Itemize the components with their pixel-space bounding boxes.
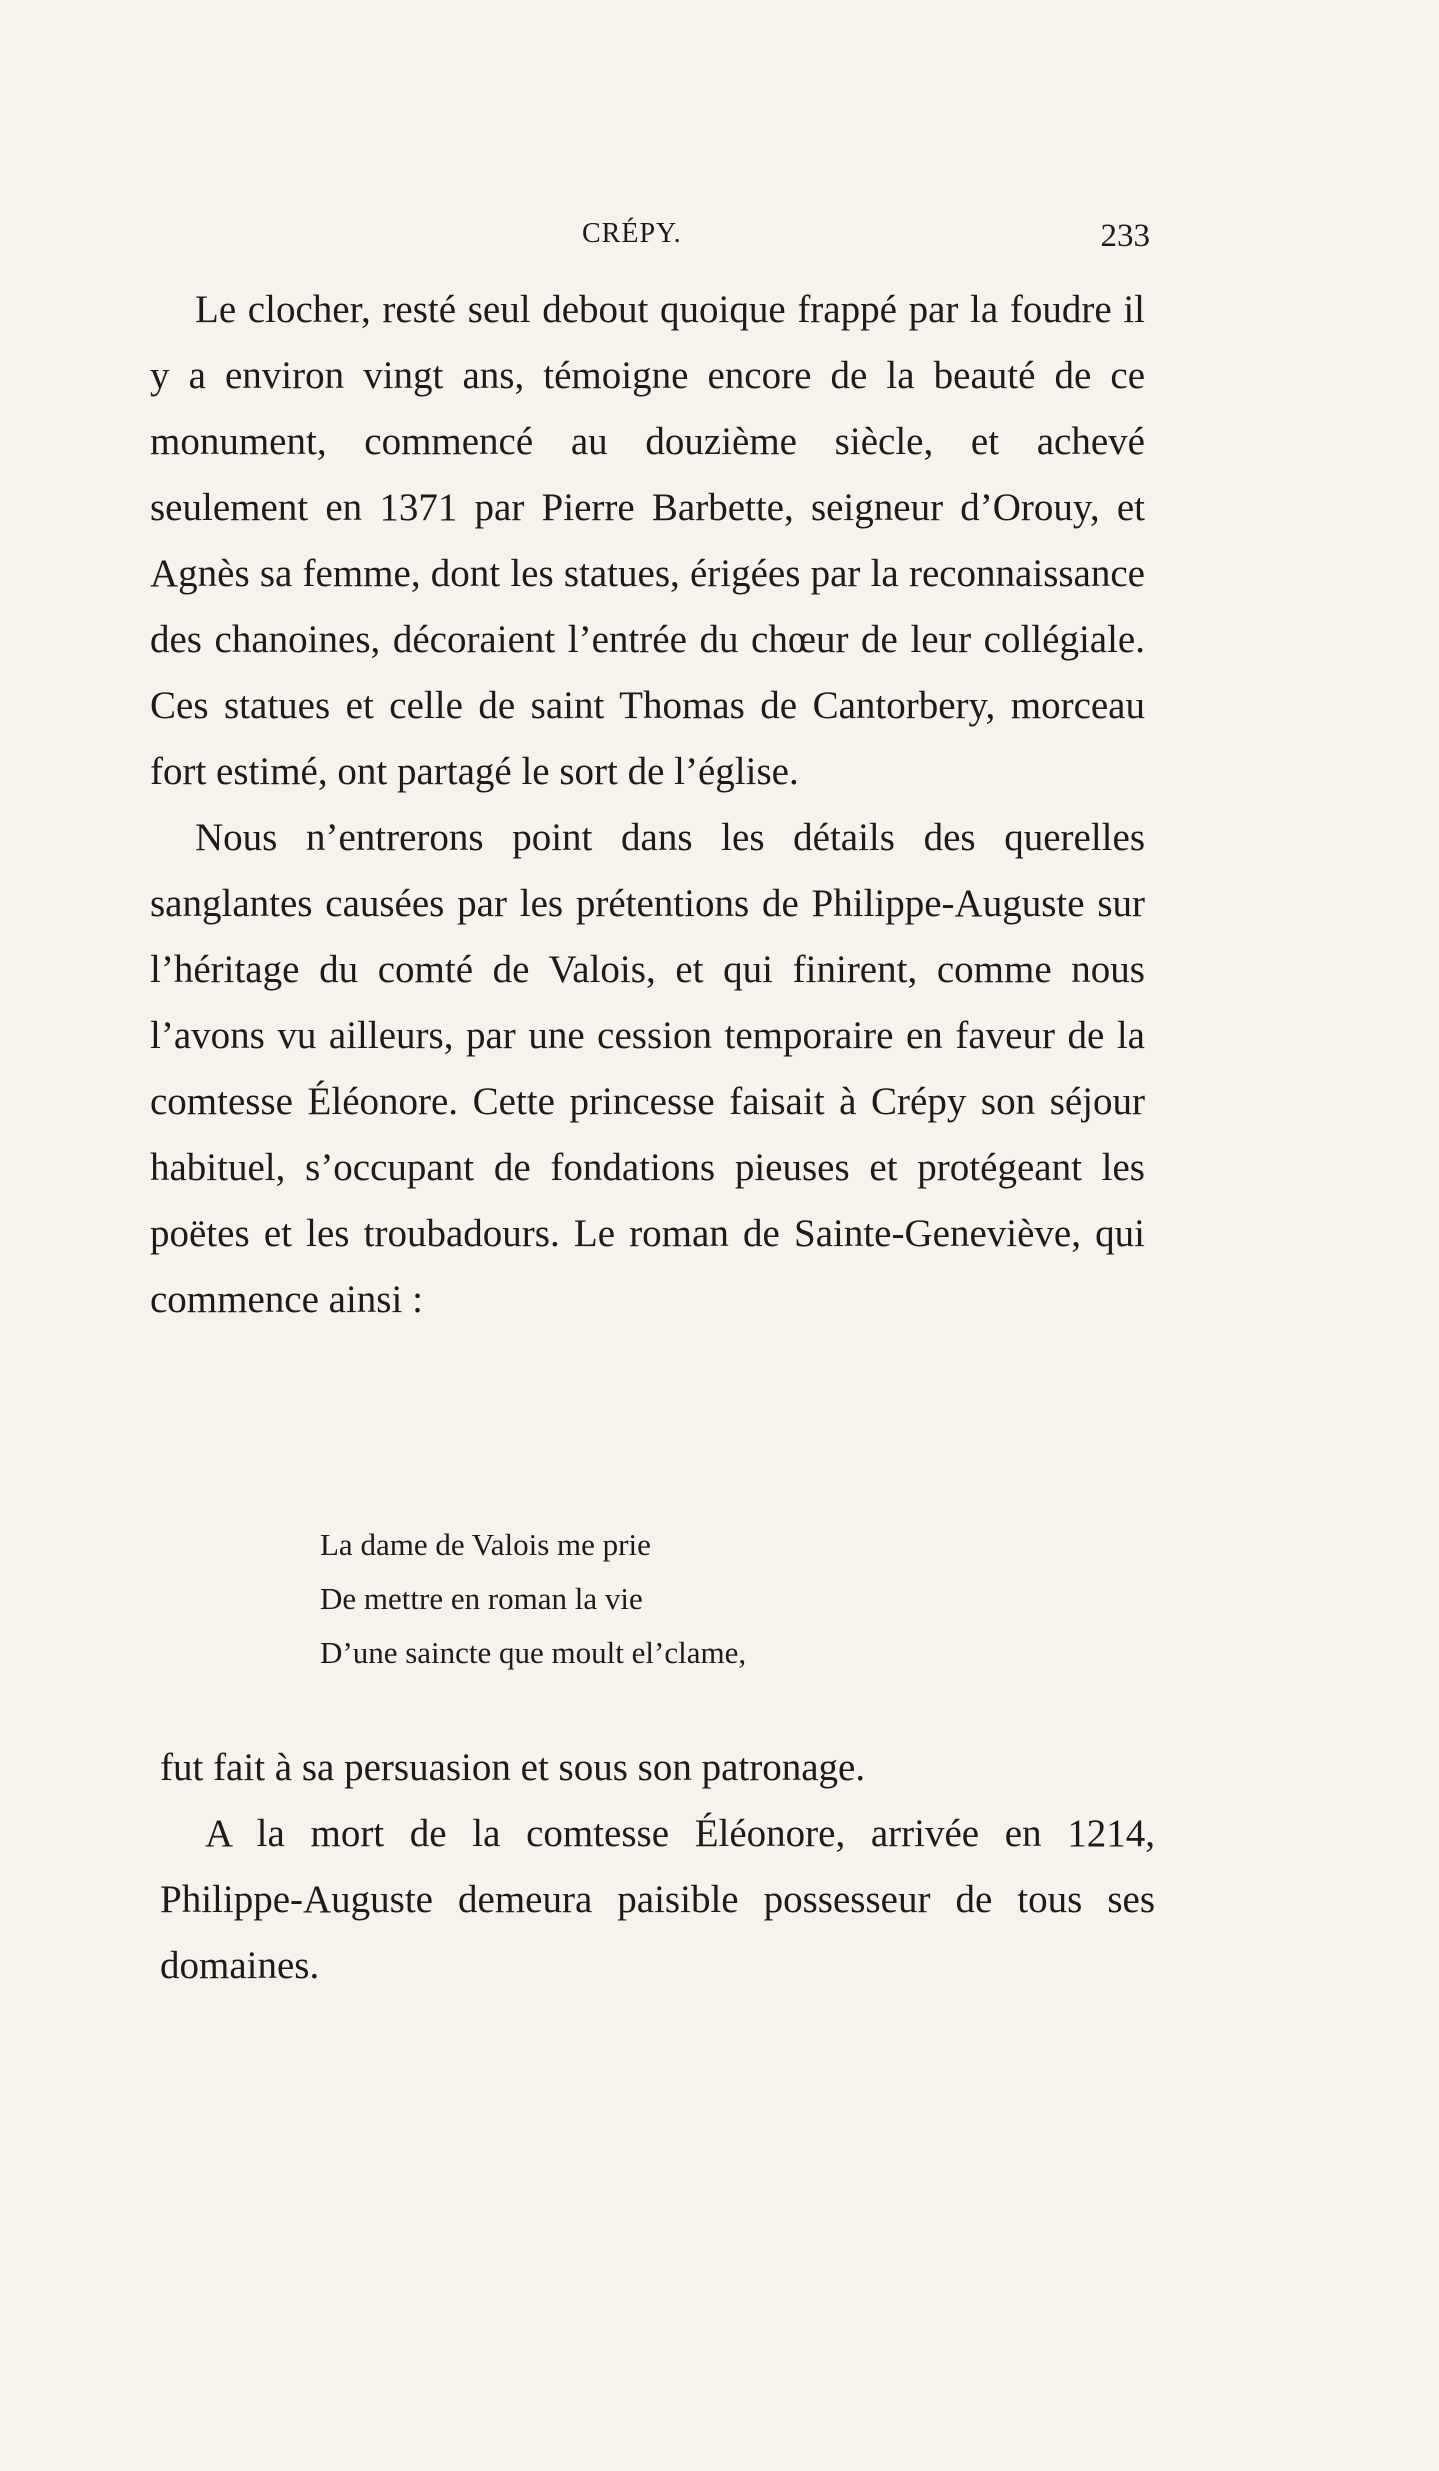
paragraph: Nous n’entrerons point dans les détails des querelles sanglantes causées par les prétentions de Philippe-Auguste sur l’héritage du comté de Valois, et qui finirent, comme nous l’avons vu ailleurs, par une cession temporaire en faveur de la comtesse Éléonore. Cette princesse faisait à Crépy son séjour habituel, s’occupant de fondations pieuses et protégeant les poëtes et les troubadours. Le roman de Sainte-Geneviève, qui commence ainsi : [150, 816, 1145, 1321]
verse-line: D’une saincte que moult el’clame, [320, 1635, 747, 1670]
verse-line: La dame de Valois me prie [320, 1527, 651, 1562]
running-title: CRÉPY. [582, 218, 682, 249]
page-number: 233 [1100, 218, 1150, 254]
verse-quotation [320, 1518, 1020, 1680]
page-header [150, 218, 1150, 268]
body-text [150, 277, 1145, 1333]
paragraph: A la mort de la comtesse Éléonore, arrivée en 1214, Philippe-Auguste demeura paisible possesseur de tous ses domaines. [160, 1812, 1155, 1987]
closing-text [160, 1735, 1155, 1999]
paragraph: fut fait à sa persuasion et sous son patronage. [160, 1746, 866, 1789]
paragraph: Le clocher, resté seul debout quoique frappé par la foudre il y a environ vingt ans, témoigne encore de la beauté de ce monument, commencé au douzième siècle, et achevé seulement en 1371 par Pierre Barbette, seigneur d’Orouy, et Agnès sa femme, dont les statues, érigées par la reconnaissance des chanoines, décoraient l’entrée du chœur de leur collégiale. Ces statues et celle de saint Thomas de Cantorbery, morceau fort estimé, ont partagé le sort de l’église. [150, 288, 1145, 793]
verse-line: De mettre en roman la vie [320, 1581, 643, 1616]
